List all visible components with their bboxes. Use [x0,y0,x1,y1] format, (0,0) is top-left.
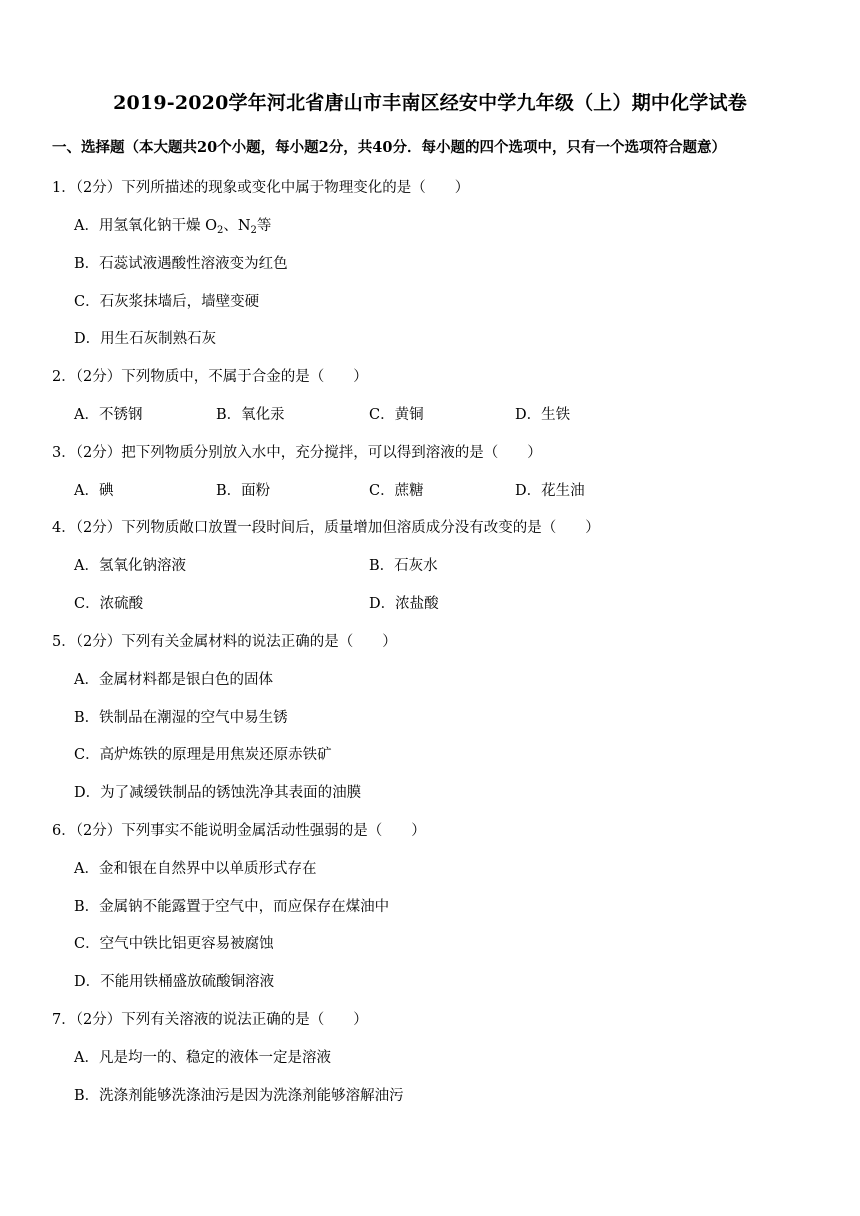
question-6-stem: 6．（2分）下列事实不能说明金属活动性强弱的是（ ） [52,823,426,839]
question-5-option-c[interactable]: C．高炉炼铁的原理是用焦炭还原赤铁矿 [74,747,332,763]
question-6-option-b[interactable]: B．金属钠不能露置于空气中，而应保存在煤油中 [74,899,390,915]
question-7-stem: 7．（2分）下列有关溶液的说法正确的是（ ） [52,1012,368,1028]
question-6-option-c[interactable]: C．空气中铁比铝更容易被腐蚀 [74,936,274,952]
question-4-option-a[interactable]: A．氢氧化钠溶液 [74,558,186,574]
subscript-2: 2 [250,225,257,236]
question-1-option-d[interactable]: D．用生石灰制熟石灰 [74,331,217,347]
question-2-option-d[interactable]: D．生铁 [515,407,571,423]
subscript-2: 2 [216,225,224,236]
question-3-stem: 3．（2分）把下列物质分别放入水中，充分搅拌，可以得到溶液的是（ ） [52,445,542,461]
question-4-stem: 4．（2分）下列物质敞口放置一段时间后，质量增加但溶质成分没有改变的是（ ） [52,520,600,536]
option-a-text-end: 等 [256,218,272,234]
question-7-option-a[interactable]: A．凡是均一的、稳定的液体一定是溶液 [74,1050,331,1066]
question-6-option-a[interactable]: A．金和银在自然界中以单质形式存在 [74,861,317,877]
question-7-option-b[interactable]: B．洗涤剂能够洗涤油污是因为洗涤剂能够溶解油污 [74,1088,404,1104]
question-3-option-c[interactable]: C．蔗糖 [369,483,424,499]
question-2-option-b[interactable]: B．氧化汞 [216,407,285,423]
question-2-option-c[interactable]: C．黄铜 [369,407,424,423]
question-3-option-d[interactable]: D．花生油 [515,483,585,499]
question-5-option-b[interactable]: B．铁制品在潮湿的空气中易生锈 [74,710,288,726]
question-6-option-d[interactable]: D．不能用铁桶盛放硫酸铜溶液 [74,974,275,990]
question-5-stem: 5．（2分）下列有关金属材料的说法正确的是（ ） [52,634,397,650]
question-5-option-d[interactable]: D．为了减缓铁制品的锈蚀洗净其表面的油膜 [74,785,362,801]
question-4-option-d[interactable]: D．浓盐酸 [369,596,439,612]
question-3-option-a[interactable]: A．碘 [74,483,114,499]
question-4-option-c[interactable]: C．浓硫酸 [74,596,144,612]
question-4-option-b[interactable]: B．石灰水 [369,558,438,574]
question-2-option-a[interactable]: A．不锈钢 [74,407,143,423]
exam-title: 2019-2020学年河北省唐山市丰南区经安中学九年级（上）期中化学试卷 [113,92,747,114]
option-a-text: A．用氢氧化钠干燥 O [74,218,217,234]
option-a-text-mid: 、N [223,218,251,234]
question-1-option-c[interactable]: C．石灰浆抹墙后，墙壁变硬 [74,294,260,310]
question-1-option-b[interactable]: B．石蕊试液遇酸性溶液变为红色 [74,256,288,272]
section-heading: 一、选择题（本大题共20个小题，每小题2分，共40分．每小题的四个选项中，只有一个选项符合题意） [52,139,726,156]
question-5-option-a[interactable]: A．金属材料都是银白色的固体 [74,672,273,688]
question-1-option-a[interactable] [74,214,271,236]
question-3-option-b[interactable]: B．面粉 [216,483,271,499]
question-2-stem: 2．（2分）下列物质中，不属于合金的是（ ） [52,369,368,385]
question-1-stem: 1．（2分）下列所描述的现象或变化中属于物理变化的是（ ） [52,180,470,196]
